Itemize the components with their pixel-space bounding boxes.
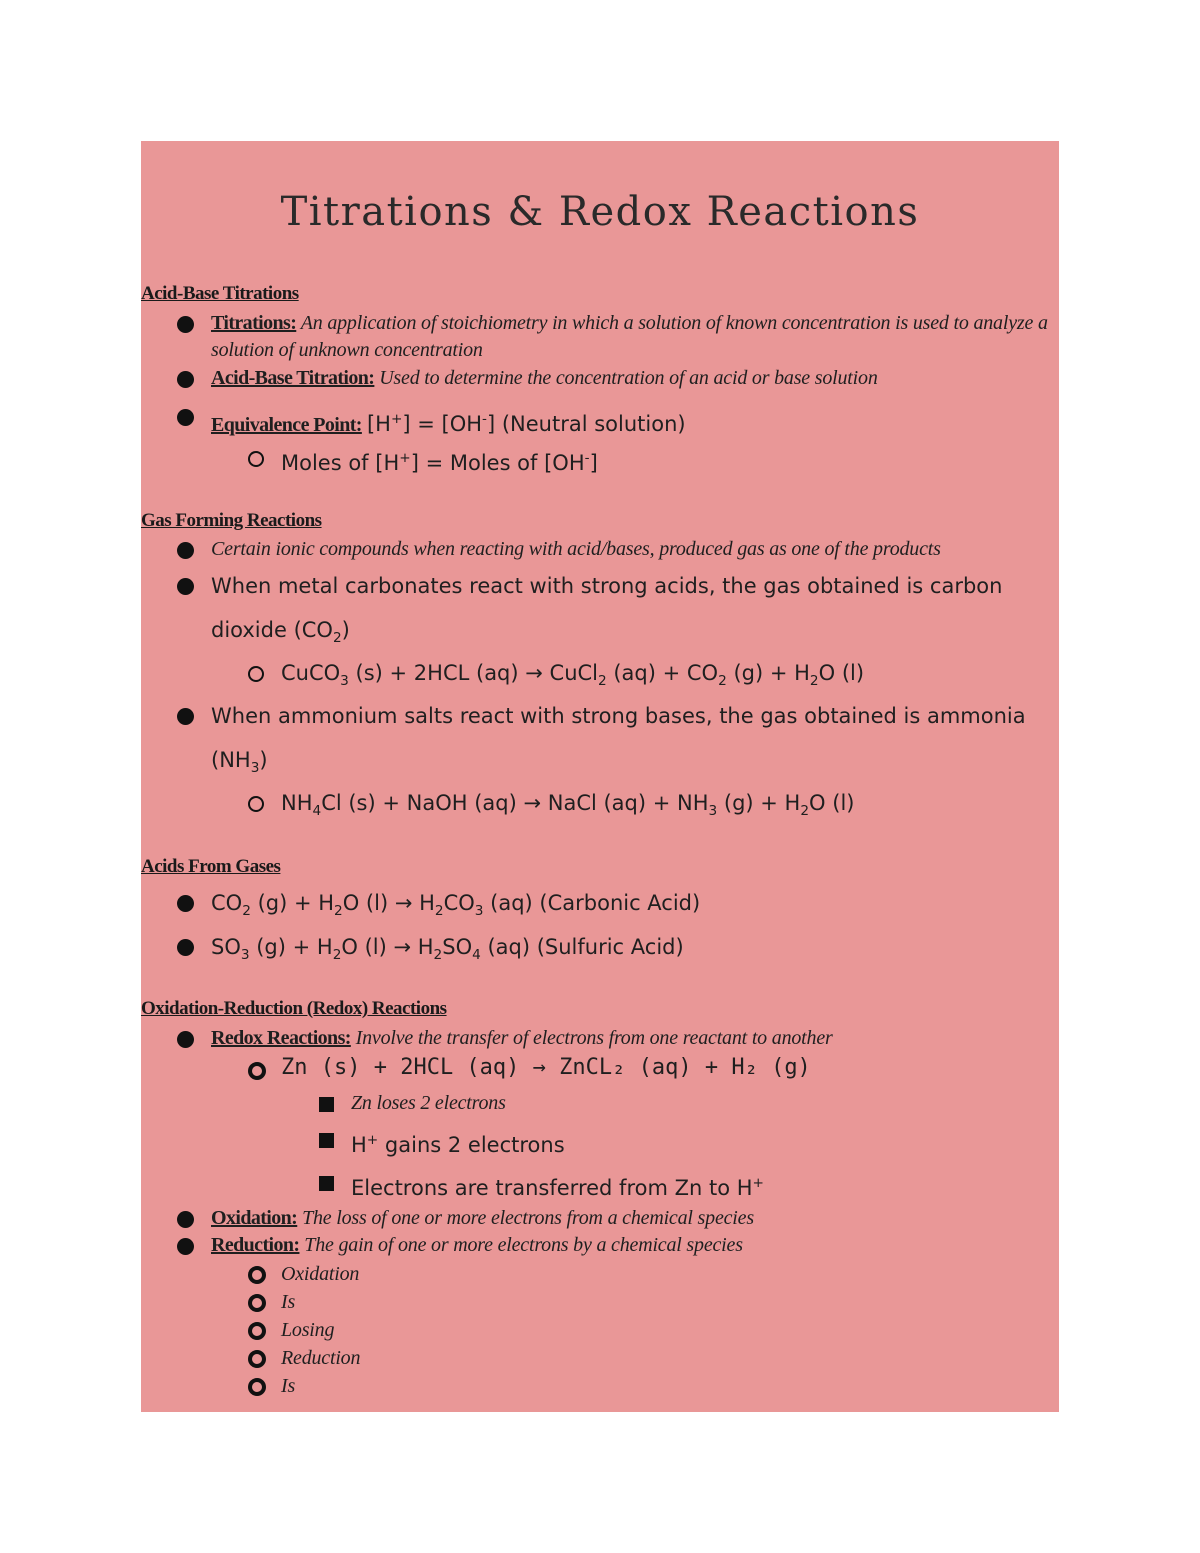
list-item: H+ gains 2 electrons	[351, 1118, 1031, 1167]
list-item: Oxidation: The loss of one or more electrons from a chemical species	[211, 1205, 1051, 1232]
sub-bullet-icon	[248, 1062, 266, 1080]
def-titrations: An application of stoichiometry in which a solution of known concentration is used to analyze a solution of unknown concentration	[211, 312, 1048, 361]
bullet-icon	[177, 1238, 194, 1255]
bullet-icon	[177, 409, 194, 426]
sub-bullet-icon	[248, 1266, 266, 1284]
heading-acid-base: Acid-Base Titrations	[141, 283, 299, 304]
square-bullet-icon	[319, 1133, 334, 1148]
equation-ammonium-chloride: $NH_4Cl$ (s) + NaOH (aq) → NaCl $(aq) + NH_3$ $(g) + H_2O$ (l)	[281, 791, 855, 820]
bullet-icon	[177, 895, 194, 912]
equation-copper-carbonate: CuCO$_3$ (s) + 2HCL (aq) → CuCl$_2$ $(aq) + CO_2$ $(g) + H_2O$ (l)	[281, 661, 865, 690]
list-item: Electrons are transferred from Zn to H+	[351, 1161, 1031, 1210]
equivalence-formula: [H+] = [OH-] (Neutral solution)	[366, 411, 686, 436]
bullet-icon	[177, 1031, 194, 1048]
list-item: Certain ionic compounds when reacting with acid/bases, produced gas as one of the products	[211, 536, 1051, 563]
list-item	[211, 365, 1051, 392]
sub-bullet-icon	[248, 1322, 266, 1340]
list-item: Reduction	[281, 1345, 1041, 1372]
list-item: Reduction: The gain of one or more electrons by a chemical species	[211, 1232, 1051, 1259]
page-title: Titrations & Redox Reactions	[280, 189, 920, 235]
list-item: $SO_3$ $(g) + H_2O$ $(l) \to H_2SO_4$ (aq) (Sulfuric Acid)	[211, 925, 1051, 977]
sub-bullet-icon	[248, 1378, 266, 1396]
bullet-icon	[177, 316, 194, 333]
list-item: Redox Reactions: Involve the transfer of electrons from one reactant to another	[211, 1025, 1051, 1052]
term-equivalence-point: Equivalence Point:	[211, 414, 362, 436]
list-item: Oxidation	[281, 1261, 1041, 1288]
sub-bullet-icon	[248, 1294, 266, 1312]
list-item: $CO_2$ $(g) + H_2O$ $(l) \to H_2CO_3$ (aq) (Carbonic Acid)	[211, 881, 1051, 933]
square-bullet-icon	[319, 1097, 334, 1112]
sub-bullet-icon	[248, 666, 264, 682]
bullet-icon	[177, 708, 194, 725]
bullet-icon	[177, 542, 194, 559]
sub-bullet-icon	[248, 451, 264, 467]
bullet-icon	[177, 1211, 194, 1228]
square-bullet-icon	[319, 1176, 334, 1191]
list-item: Is	[281, 1373, 1041, 1400]
list-item: When ammonium salts react with strong bases, the gas obtained is ammonia $(NH_3)$	[211, 694, 1051, 790]
heading-gas-forming: Gas Forming Reactions	[141, 510, 322, 531]
bullet-icon	[177, 371, 194, 388]
list-item: Moles of [H+] = Moles of [OH-]	[281, 436, 1041, 485]
list-item	[281, 1055, 1041, 1080]
sub-bullet-icon	[248, 1350, 266, 1368]
bullet-icon	[177, 578, 194, 595]
heading-redox: Oxidation-Reduction (Redox) Reactions	[141, 998, 447, 1019]
bullet-icon	[177, 939, 194, 956]
list-item	[211, 310, 1051, 364]
def-acid-base-titration: Used to determine the concentration of an acid or base solution	[379, 367, 878, 389]
heading-acids-from-gases: Acids From Gases	[141, 856, 281, 877]
list-item: Is	[281, 1289, 1041, 1316]
list-item	[281, 781, 1041, 833]
sub-bullet-icon	[248, 796, 264, 812]
list-item: When metal carbonates react with strong acids, the gas obtained is carbon dioxide $(CO_2)$	[211, 564, 1041, 660]
term-titrations: Titrations:	[211, 312, 297, 334]
list-item: Losing	[281, 1317, 1041, 1344]
list-item: Zn loses 2 electrons	[351, 1090, 1031, 1117]
equation-zinc: Zn (s) + 2HCL (aq) → ZnCL₂ (aq) + H₂ (g)	[281, 1055, 811, 1080]
term-acid-base-titration: Acid-Base Titration:	[211, 367, 375, 389]
notes-page	[141, 141, 1059, 1412]
